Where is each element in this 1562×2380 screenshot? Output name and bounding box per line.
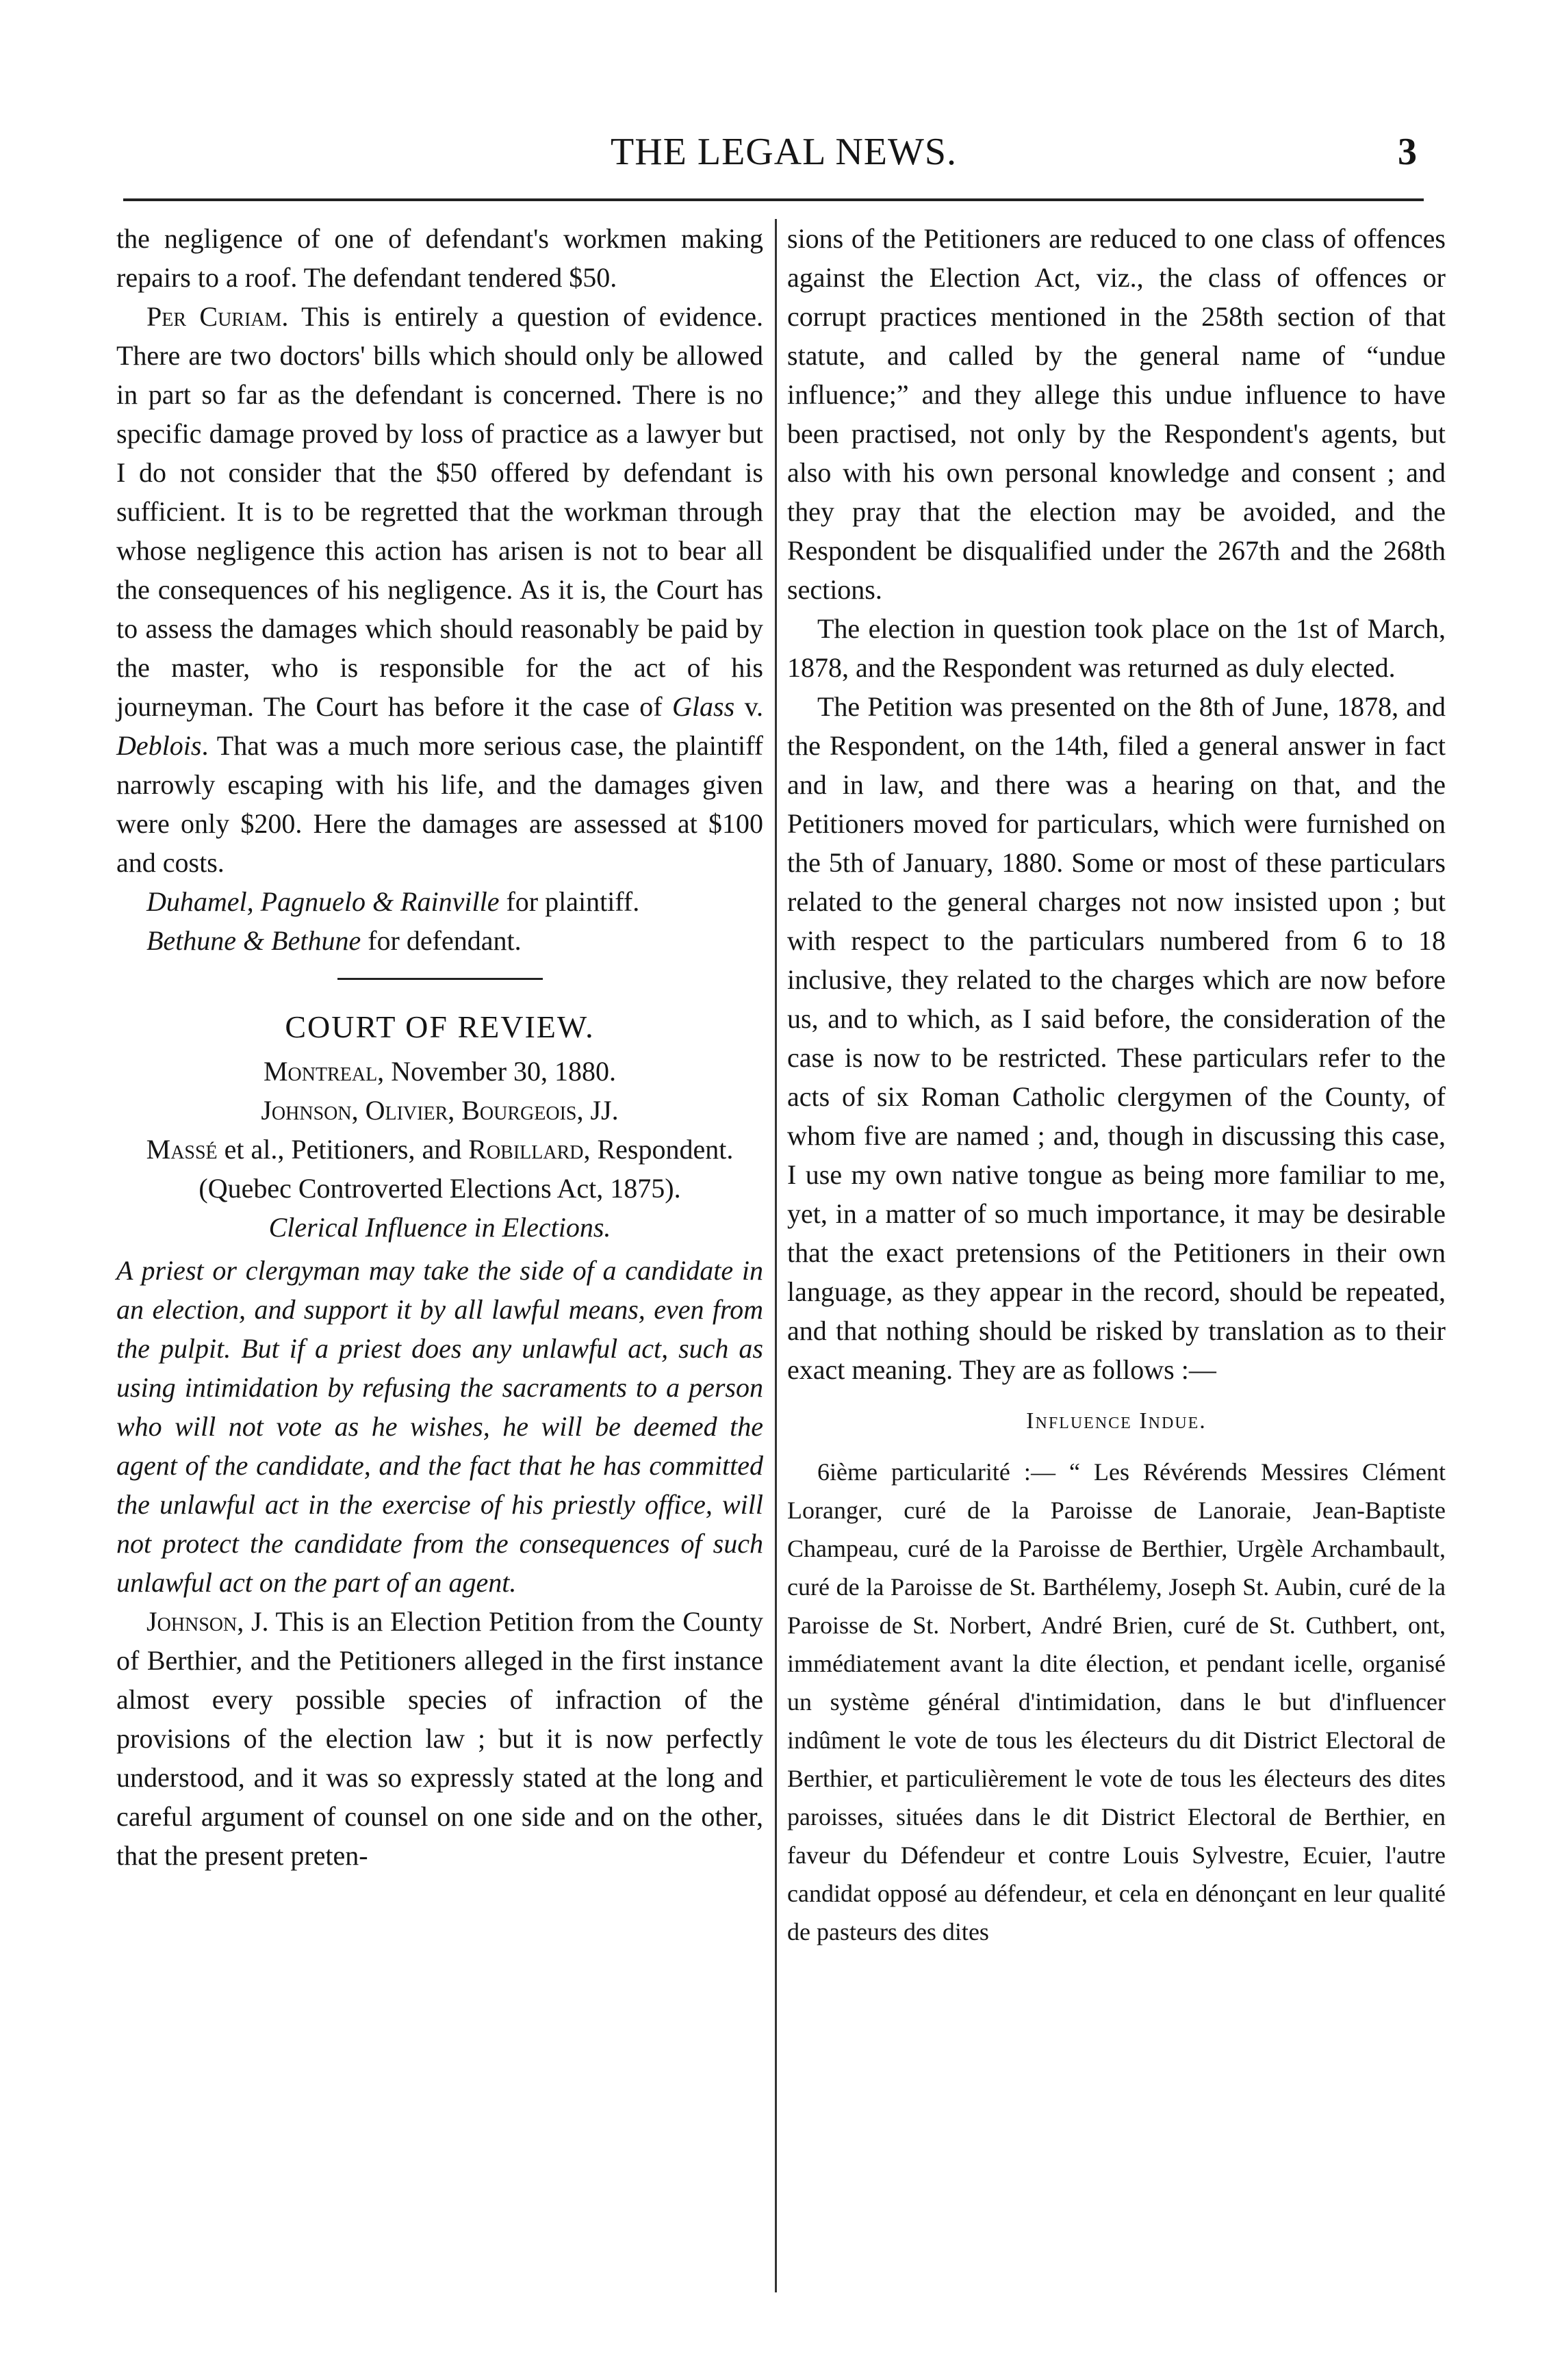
per-curiam-text: This is entirely a question of evidence. There are two doctors' bills which should only be allowed in part so far as the defendant is concerned. There is no specific damage proved by loss of practice as a lawyer but I do not consider that the $50 offered by defendant is sufficient. It is to be regretted that the workman through whose negligence this action has arisen is not to bear all the consequences of his negligence. As it is, the Court has to assess the damages which should reasonably be paid by the master, who is responsible for the act of his journeyman. The Court has before it the case of	[116, 301, 763, 722]
opinion-judge-suffix: J.	[244, 1606, 269, 1637]
paragraph-election: The election in question took place on the 1st of March, 1878, and the Respondent was returned as duly elected.	[787, 613, 1446, 683]
per-curiam-text-2: . That was a much more serious case, the plaintiff narrowly escaping with his life, and the damages given were only $200. Here the damages are assessed at $100 and costs.	[116, 730, 763, 878]
place-date	[116, 1052, 763, 1091]
opinion-paragraph	[116, 1602, 763, 1875]
case-name-2: Deblois	[116, 730, 202, 761]
per-curiam-label: Per Curiam.	[146, 301, 289, 332]
journal-title: THE LEGAL NEWS.	[611, 131, 957, 173]
counsel-defendant-role: for defendant.	[361, 925, 522, 956]
judges-suffix: JJ.	[583, 1095, 619, 1126]
date: November 30, 1880.	[384, 1056, 617, 1087]
header-rule	[123, 198, 1424, 201]
headnote-summary: A priest or clergyman may take the side of a candidate in an election, and support it by all lawful means, even from the pulpit. But if a priest does any unlawful act, such as using intimidation by refusing the sacraments to a person who will not vote as he wishes, he will be deemed the agent of the candidate, and the fact that he has committed the unlawful act in the exercise of his priestly office, will not protect the candidate from the consequences of such unlawful act on the part of an agent.	[116, 1255, 763, 1598]
left-column	[116, 219, 763, 1875]
petitioner-name: Massé	[146, 1134, 218, 1165]
paragraph-continuation-right: sions of the Petitioners are reduced to one class of offences against the Election Act, viz., the class of offences or corrupt practices mentioned in the 258th section of that statute, and called by the general name of “undue influence;” and they allege this undue influence to have been practised, not only by the Respondent's agents, but also with his own personal knowledge and consent ; and they pray that the election may be avoided, and the Respondent be disqualified under the 267th and the 268th sections.	[787, 223, 1446, 605]
respondent-name: Robillard,	[468, 1134, 591, 1165]
counsel-plaintiff	[116, 882, 763, 921]
opinion-judge: Johnson,	[146, 1606, 244, 1637]
statute-reference: (Quebec Controverted Elections Act, 1875).	[199, 1173, 681, 1204]
french-particular: 6ième particularité :— “ Les Révérends Messires Clément Loranger, curé de la Paroisse de Lanoraie, Jean-Baptiste Champeau, curé de la Paroisse de Berthier, Urgèle Archambault, curé de la Paroisse de St. Barthélemy, Joseph St. Aubin, curé de la Paroisse de St. Norbert, André Brien, curé de St. Cuthbert, ont, immédiatement avant la dite élection, et pendant icelle, organisé un système général d'intimidation, dans le but d'influencer indûment le vote de tous les électeurs du dit District Electoral de Berthier, et particulièrement le vote de tous les électeurs des dites paroisses, situées dans le dit District Electoral de Berthier, en faveur du Défendeur et contre Louis Sylvestre, Ecuier, l'autre candidat opposé au défendeur, et cela en dénonçant en leur qualité de pasteurs des dites	[787, 1458, 1446, 1945]
column-divider	[775, 219, 777, 2292]
case-subtitle: Clerical Influence in Elections.	[268, 1212, 611, 1243]
judges	[116, 1091, 763, 1130]
counsel-defendant	[116, 921, 763, 960]
parties-mid: et al., Petitioners, and	[217, 1134, 469, 1165]
paragraph-continuation: the negligence of one of defendant's workmen making repairs to a roof. The defendant tendered $50.	[116, 223, 763, 293]
per-curiam-paragraph	[116, 297, 763, 882]
case-name: Glass	[672, 691, 735, 722]
opinion-text: This is an Election Petition from the County of Berthier, and the Petitioners alleged in the first instance almost every possible species of infraction of the provisions of the election law ; but it is now perfectly understood, and it was so expressly stated at the long and careful argument of counsel on one side and on the other, that the present preten-	[116, 1606, 763, 1871]
counsel-plaintiff-role: for plaintiff.	[499, 886, 640, 917]
place: Montreal,	[263, 1056, 385, 1087]
section-title: COURT OF REVIEW.	[285, 1009, 595, 1044]
running-header	[123, 130, 1444, 185]
paragraph-petition: The Petition was presented on the 8th of June, 1878, and the Respondent, on the 14th, filed a general answer in fact and in law, and there was a hearing on that, and the Petitioners moved for particulars, which were furnished on the 5th of January, 1880. Some or most of these particulars related to the general charges not now insisted upon ; but with respect to the particulars numbered from 6 to 18 inclusive, they related to the charges which are now before us, and to which, as I said before, the consideration of the case is now to be restricted. These particulars refer to the acts of six Roman Catholic clergymen of the County, of whom five are named ; and, though in discussing this case, I use my own native tongue as being more familiar to me, yet, in a matter of so much importance, it may be desirable that the exact pretensions of the Petitioners in their own language, as they appear in the record, should be repeated, and that nothing should be risked by translation as to their exact meaning. They are as follows :—	[787, 691, 1446, 1385]
judges-names: Johnson, Olivier, Bourgeois,	[261, 1095, 584, 1126]
counsel-defendant-names: Bethune & Bethune	[146, 925, 361, 956]
case-versus: v.	[734, 691, 764, 722]
right-column	[787, 219, 1446, 1951]
particulars-heading: Influence Indue.	[1026, 1408, 1207, 1434]
counsel-plaintiff-names: Duhamel, Pagnuelo & Rainville	[146, 886, 500, 917]
section-divider	[337, 978, 543, 980]
page-number: 3	[1398, 131, 1417, 173]
parties	[116, 1130, 763, 1169]
parties-end: Respondent.	[590, 1134, 734, 1165]
